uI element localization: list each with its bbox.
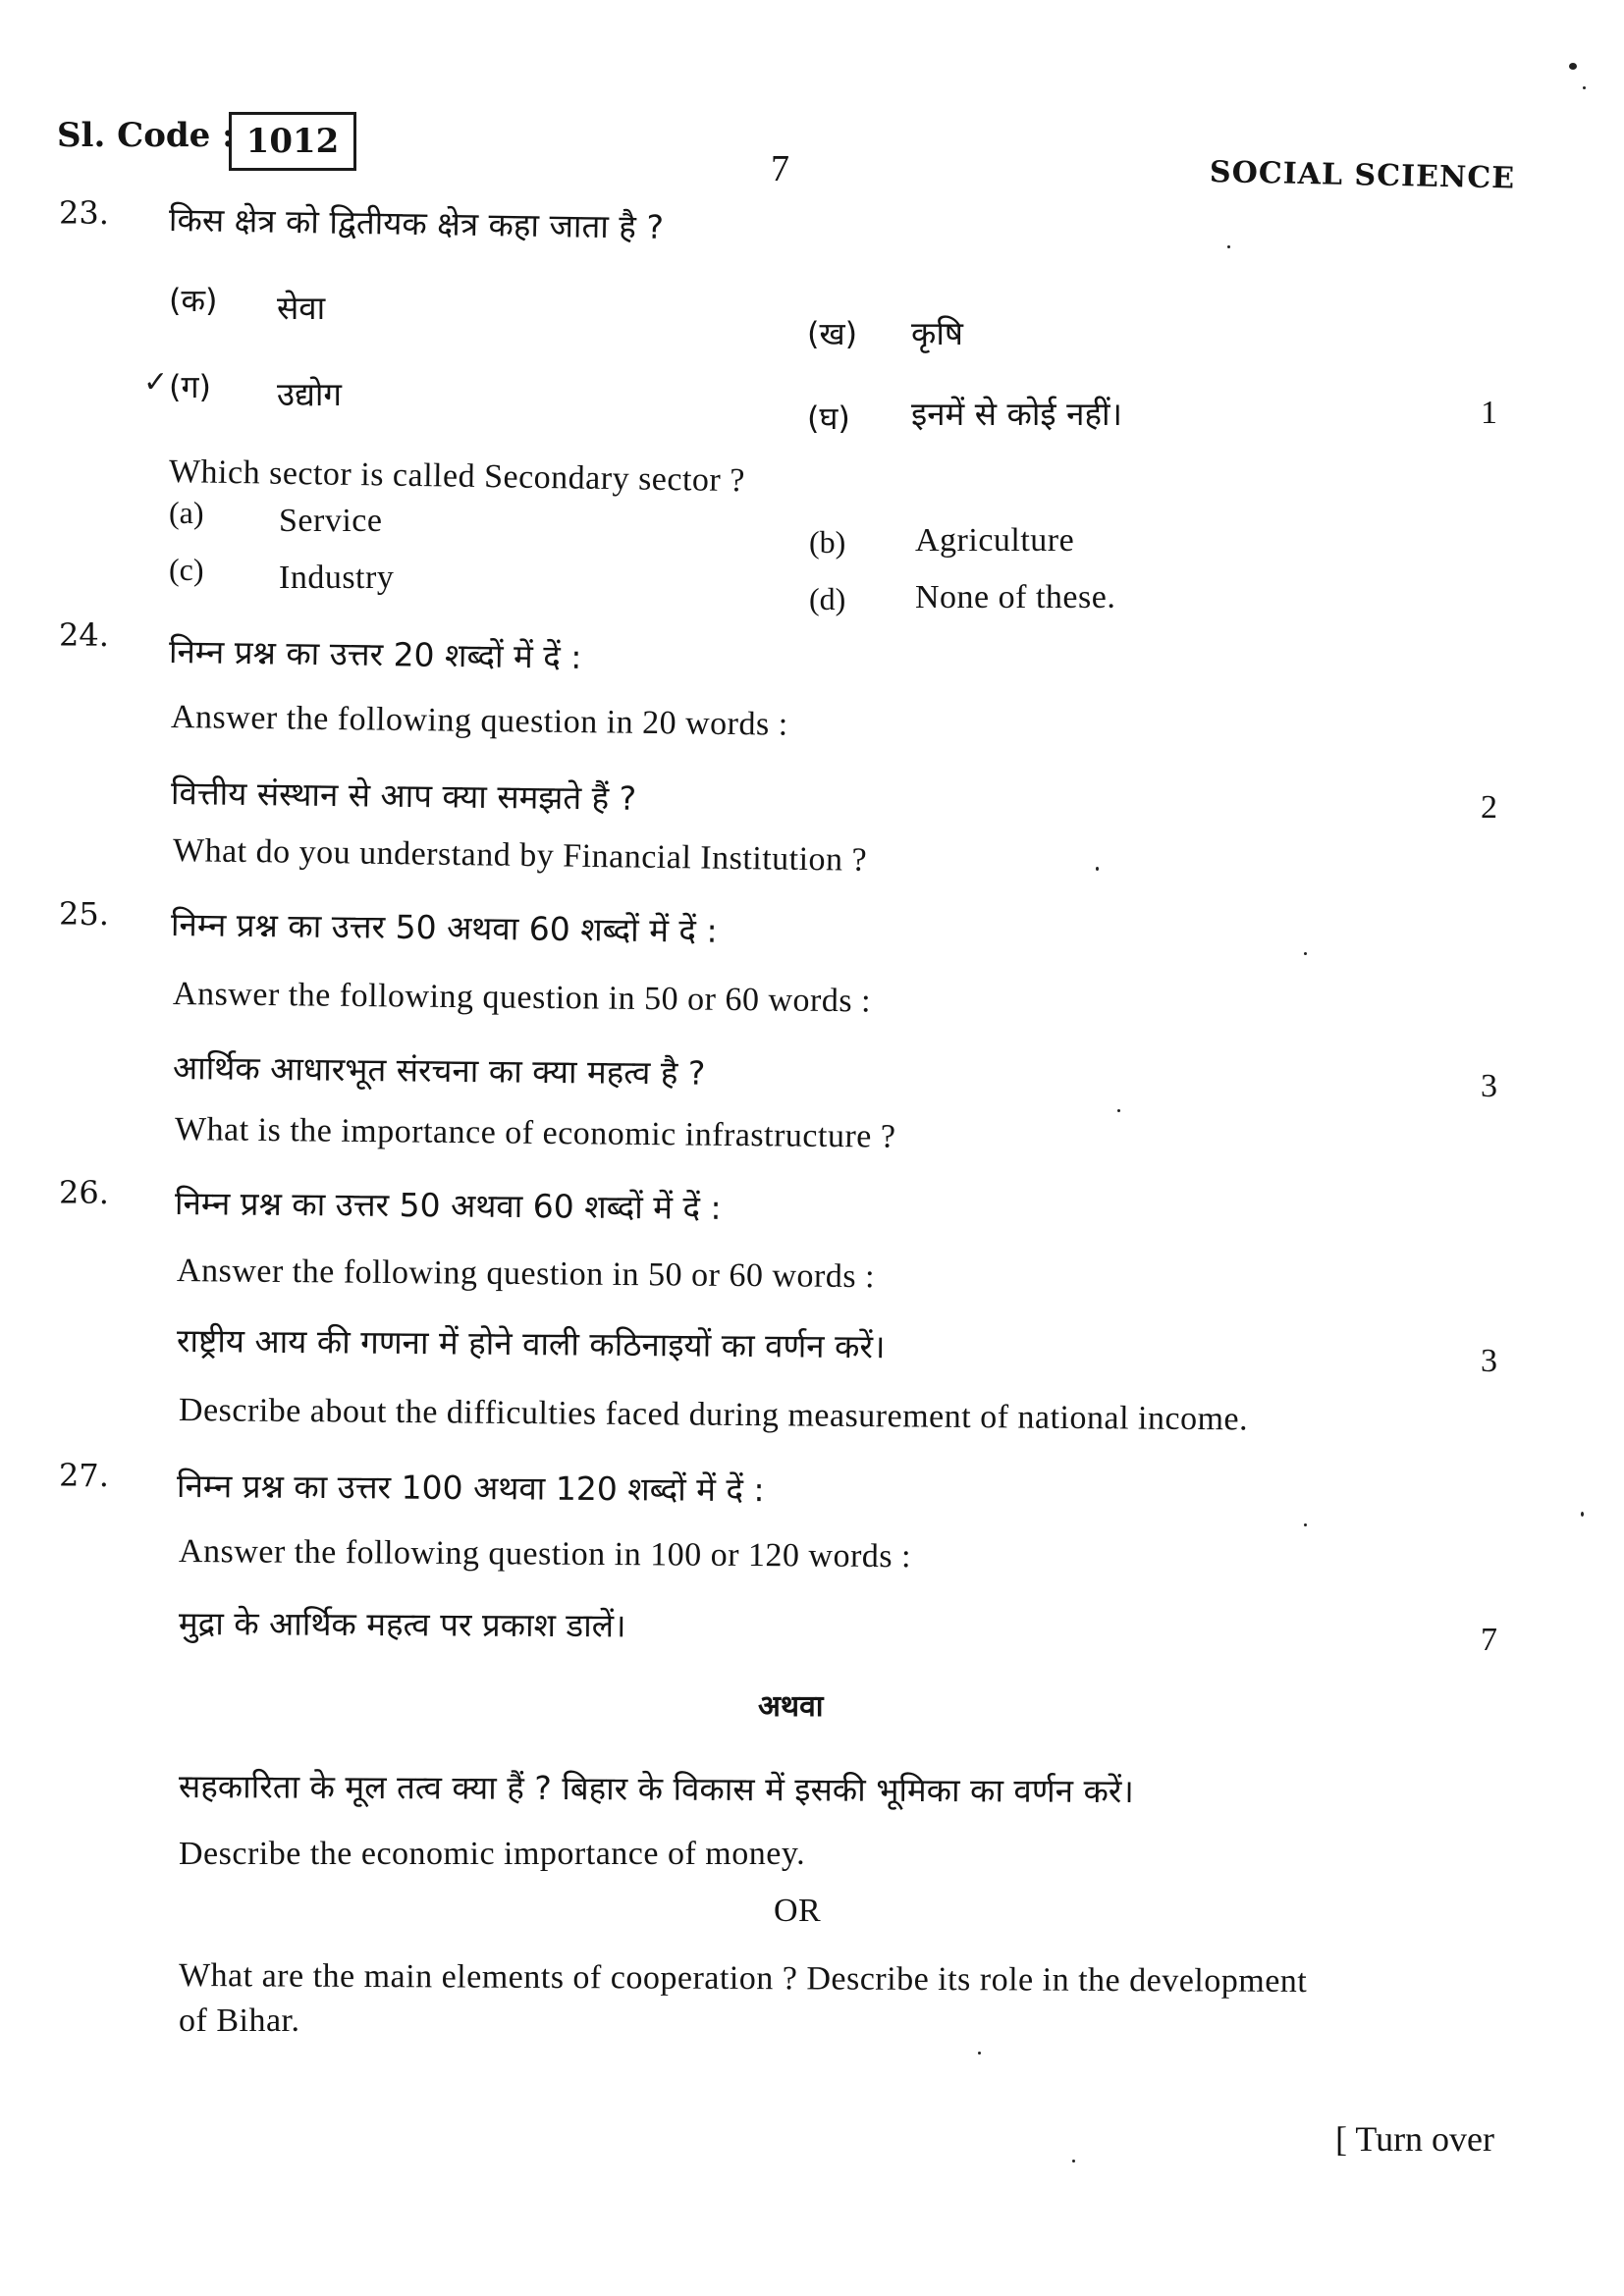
- instruction-english: Answer the following question in 100 or 120 words :: [178, 1533, 912, 1575]
- question-text-hindi: मुद्रा के आर्थिक महत्व पर प्रकाश डालें।: [178, 1604, 626, 1645]
- scan-speck: [1304, 952, 1307, 955]
- question-number: 23.: [59, 194, 109, 232]
- marks: 7: [1481, 1622, 1497, 1658]
- question-number: 26.: [59, 1174, 109, 1211]
- instruction-hindi: निम्न प्रश्न का उत्तर 100 अथवा 120 शब्दों में दें :: [176, 1467, 765, 1510]
- serial-code-label: Sl. Code :: [57, 116, 235, 155]
- option-text: सेवा: [277, 289, 326, 327]
- option-text: इनमें से कोई नहीं।: [911, 395, 1123, 433]
- option-label: (घ): [807, 400, 850, 437]
- scan-speck: [1304, 1523, 1307, 1526]
- scan-speck: [1096, 867, 1099, 871]
- option-label: (a): [169, 495, 204, 530]
- option-label: (c): [169, 552, 204, 587]
- question-text-hindi: आर्थिक आधारभूत संरचना का क्या महत्व है ?: [172, 1048, 706, 1093]
- question-number: 25.: [59, 895, 109, 933]
- turn-over-label: [ Turn over: [1335, 2119, 1495, 2159]
- handwritten-tick-icon: ✓: [143, 365, 169, 400]
- instruction-english: Answer the following question in 50 or 60 words :: [172, 976, 872, 1020]
- scan-speck: [1072, 2160, 1075, 2163]
- page-number: 7: [771, 148, 789, 189]
- question-text-english: Describe the economic importance of money.: [179, 1836, 806, 1872]
- question-text-hindi: राष्ट्रीय आय की गणना में होने वाली कठिनाइयों का वर्णन करें।: [176, 1321, 886, 1366]
- instruction-hindi: निम्न प्रश्न का उत्तर 50 अथवा 60 शब्दों में दें :: [170, 905, 718, 950]
- option-text: उद्योग: [277, 375, 342, 413]
- question-text-hindi: वित्तीय संस्थान से आप क्या समझते हैं ?: [170, 774, 637, 818]
- scan-speck: [1227, 245, 1230, 248]
- marks: 2: [1481, 789, 1497, 826]
- option-label: (ग): [169, 368, 211, 405]
- scan-speck: [1583, 86, 1586, 89]
- or-separator-english: OR: [774, 1893, 822, 1929]
- subject-title: SOCIAL SCIENCE: [1209, 155, 1516, 196]
- instruction-english: Answer the following question in 50 or 60 words :: [176, 1253, 876, 1296]
- instruction-hindi: निम्न प्रश्न का उत्तर 20 शब्दों में दें :: [168, 632, 582, 676]
- question-text-english: Describe about the difficulties faced during measurement of national income.: [178, 1392, 1249, 1438]
- option-label: (ख): [807, 315, 858, 352]
- option-text: Agriculture: [915, 522, 1075, 559]
- alternate-question-hindi: सहकारिता के मूल तत्व क्या हैं ? बिहार के विकास में इसकी भूमिका का वर्णन करें।: [178, 1767, 1134, 1811]
- scan-speck: [1569, 63, 1577, 70]
- question-number: 27.: [59, 1457, 109, 1494]
- instruction-hindi: निम्न प्रश्न का उत्तर 50 अथवा 60 शब्दों में दें :: [174, 1184, 722, 1227]
- alternate-question-english-line1: What are the main elements of cooperation ? Describe its role in the development: [178, 1957, 1308, 2001]
- option-text: Service: [279, 503, 383, 539]
- option-label: (b): [809, 524, 846, 560]
- option-text: Industry: [279, 560, 395, 596]
- or-separator-hindi: अथवा: [758, 1689, 824, 1724]
- instruction-english: Answer the following question in 20 words :: [170, 699, 788, 743]
- marks: 3: [1481, 1068, 1497, 1104]
- alternate-question-english-line2: of Bihar.: [179, 2002, 300, 2039]
- question-text-english: What is the importance of economic infrastructure ?: [174, 1111, 896, 1155]
- option-text: कृषि: [911, 314, 963, 352]
- question-text-english: Which sector is called Secondary sector ?: [168, 454, 746, 500]
- marks: 1: [1481, 395, 1497, 431]
- question-text-hindi: किस क्षेत्र को द्वितीयक क्षेत्र कहा जाता है ?: [168, 200, 665, 246]
- scan-speck: [1117, 1109, 1120, 1112]
- question-text-english: What do you understand by Financial Institution ?: [172, 832, 868, 879]
- option-label: (d): [809, 581, 846, 616]
- scan-speck: [978, 2052, 981, 2055]
- marks: 3: [1481, 1343, 1497, 1379]
- option-label: (क): [169, 282, 218, 319]
- option-text: None of these.: [915, 579, 1116, 615]
- serial-code-box: 1012: [229, 112, 356, 171]
- question-number: 24.: [59, 616, 109, 654]
- scan-speck: [1581, 1512, 1584, 1517]
